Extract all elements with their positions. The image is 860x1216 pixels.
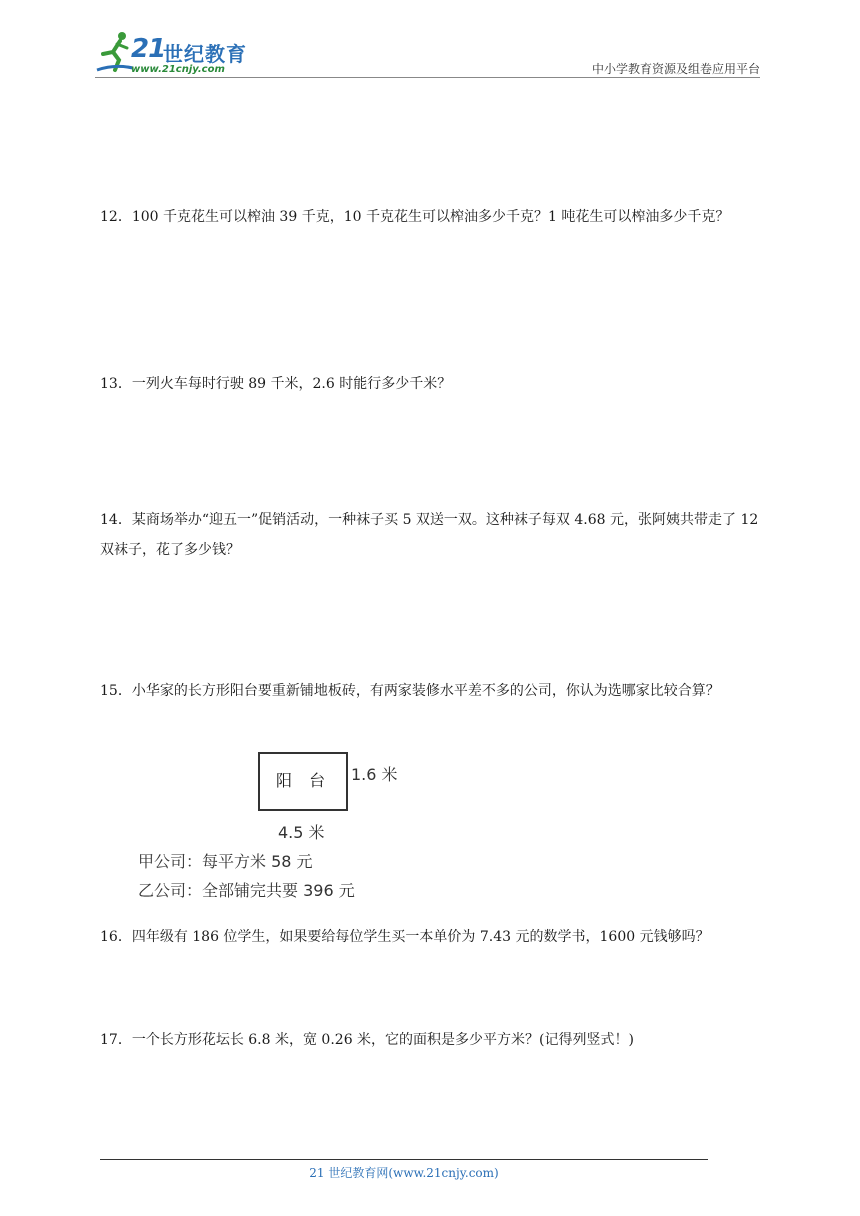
balcony-diagram [258, 752, 348, 811]
question-16: 16．四年级有 186 位学生，如果要给每位学生买一本单价为 7.43 元的数学书，1600 元钱够吗？ [100, 929, 710, 945]
page-header [95, 30, 760, 78]
balcony-width-label: 1.6 米 [351, 765, 398, 784]
page-footer: 21 世纪教育网(www.21cnjy.com) [309, 1166, 499, 1180]
company-b-offer: 乙公司：全部铺完共要 396 元 [138, 881, 355, 900]
header-divider [95, 77, 760, 78]
question-13: 13．一列火车每时行驶 89 千米，2.6 时能行多少千米？ [100, 376, 452, 392]
footer-divider [100, 1159, 708, 1160]
question-15: 15．小华家的长方形阳台要重新铺地板砖，有两家装修水平差不多的公司，你认为选哪家比较合算？ [100, 683, 720, 699]
company-a-offer: 甲公司：每平方米 58 元 [138, 852, 313, 871]
balcony-label: 阳 台 [276, 771, 332, 790]
logo-text: 世纪教育 [163, 42, 247, 66]
question-17: 17．一个长方形花坛长 6.8 米，宽 0.26 米，它的面积是多少平方米？(记得列竖式！) [100, 1032, 634, 1048]
site-logo [95, 30, 265, 78]
runner-icon [95, 30, 135, 76]
question-12: 12．100 千克花生可以榨油 39 千克，10 千克花生可以榨油多少千克？1 吨花生可以榨油多少千克？ [100, 209, 730, 225]
question-14: 14．某商场举办“迎五一”促销活动，一种袜子买 5 双送一双。这种袜子每双 4.68 元，张阿姨共带走了 12 双袜子，花了多少钱？ [100, 512, 759, 558]
logo-number: 21 [131, 34, 166, 64]
platform-name: 中小学教育资源及组卷应用平台 [591, 62, 760, 76]
logo-url: www.21cnjy.com [131, 64, 225, 75]
balcony-length-label: 4.5 米 [278, 823, 325, 842]
